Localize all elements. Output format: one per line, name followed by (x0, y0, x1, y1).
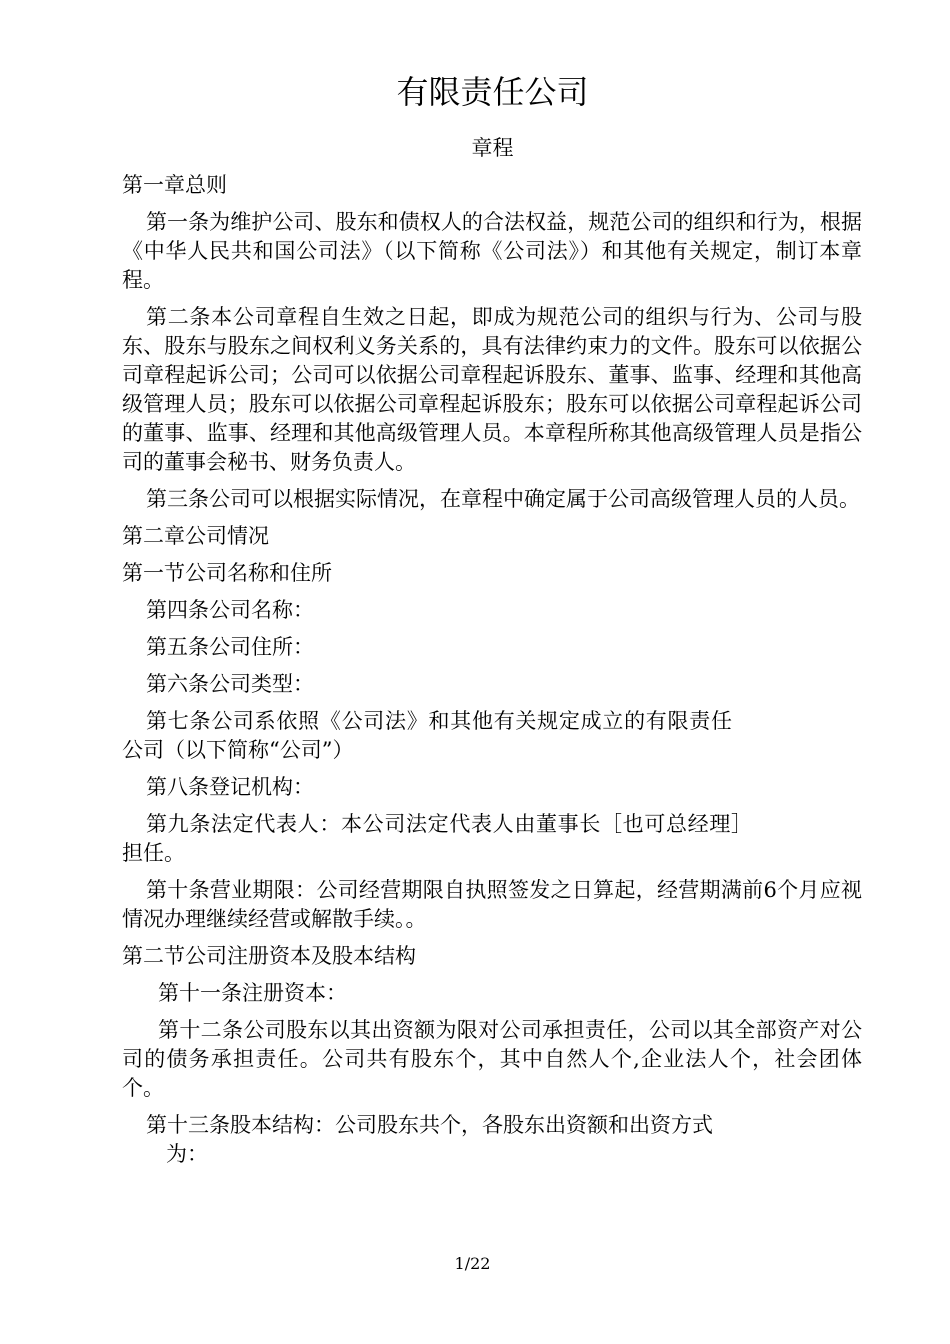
article-paragraph: 第九条法定代表人：本公司法定代表人由董事长［也可总经理］担任。 (122, 812, 752, 865)
article-paragraph: 第五条公司住所： (146, 635, 314, 659)
document-subtitle: 章程 (471, 136, 514, 160)
section-heading: 第二节公司注册资本及股本结构 (122, 944, 416, 968)
article-paragraph: 第十一条注册资本： (158, 981, 347, 1005)
article-paragraph: 第十二条公司股东以其出资额为限对公司承担责任，公司以其全部资产对公司的债务承担责任。公司共有股东个，其中自然人个,企业法人个，社会团体个。 (122, 1018, 862, 1100)
section-heading: 第一节公司名称和住所 (122, 561, 332, 585)
article-paragraph-continued: 为： (166, 1142, 208, 1166)
document-body (122, 171, 862, 1177)
article-paragraph: 第一条为维护公司、股东和债权人的合法权益，规范公司的组织和行为，根据《中华人民共和国公司法》（以下简称《公司法》）和其他有关规定，制订本章程。 (122, 210, 862, 292)
article-paragraph: 第二条本公司章程自生效之日起，即成为规范公司的组织与行为、公司与股东、股东与股东之间权利义务关系的，具有法律约束力的文件。股东可以依据公司章程起诉公司；公司可以依据公司章程起诉股东、董事、监事、经理和其他高级管理人员；股东可以依据公司章程起诉股东；股东可以依据公司章程起诉公司的董事、监事、经理和其他高级管理人员。本章程所称其他高级管理人员是指公司的董事会秘书、财务负责人。 (122, 305, 862, 474)
chapter-heading: 第一章总则 (122, 173, 227, 197)
article-paragraph: 第十条营业期限：公司经营期限自执照签发之日算起，经营期满前6个月应视情况办理继续经营或解散手续。。 (122, 878, 862, 931)
article-paragraph: 第六条公司类型： (146, 672, 314, 696)
article-paragraph: 第七条公司系依照《公司法》和其他有关规定成立的有限责任公司（以下简称“公司”） (122, 709, 732, 762)
document-title: 有限责任公司 (396, 73, 589, 111)
article-paragraph: 第十三条股本结构：公司股东共个，各股东出资额和出资方式 (146, 1113, 713, 1137)
article-paragraph: 第四条公司名称： (146, 598, 314, 622)
article-paragraph: 第八条登记机构： (146, 775, 314, 799)
article-paragraph: 第三条公司可以根据实际情况，在章程中确定属于公司高级管理人员的人员。 (146, 487, 860, 511)
page-number: 1/22 (454, 1254, 491, 1273)
chapter-heading: 第二章公司情况 (122, 524, 269, 548)
